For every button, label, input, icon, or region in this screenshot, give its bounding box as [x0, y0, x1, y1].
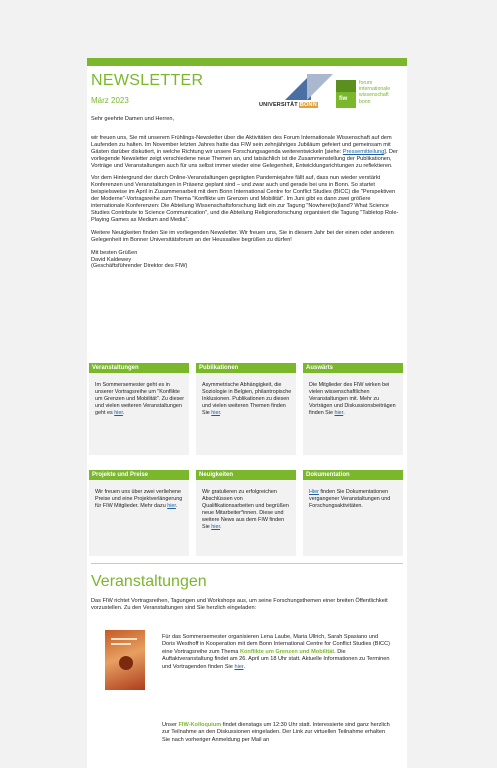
- fiw-logo-text: forum internationale wissenschaft bonn: [359, 80, 391, 105]
- box-link[interactable]: hier: [334, 410, 344, 416]
- event-highlight: Konflikte um Grenzen und Mobilität: [239, 648, 335, 655]
- events-section-title: Veranstaltungen: [91, 573, 207, 590]
- university-logo-mark-icon: [285, 74, 333, 102]
- event-link[interactable]: hier: [234, 663, 244, 670]
- box-link[interactable]: hier: [211, 410, 220, 416]
- top-accent-bar: [87, 58, 407, 66]
- letter-paragraph-1: wir freuen uns, Sie mit unserem Frühlings-Newsletter über die Aktivitäten des Forum Internationale Wissenschaft auf dem Laufenden zu halten. Im November letzten Jahres hatte das FIW sein zehnjähriges Jubiläum gefeiert und gemeinsam mit Gästen darüber diskutiert, in welche Richtung wir unsere Forschungsagenda weiterentwickeln [siehe: Pressemitteilung]. Der vorliegende Newsletter zeigt verschiedene neue Themen an, und tatsächlich ist die Zusammenstellung der Publikationen, Vorträge und Veranstaltungen auch für uns selbst immer wieder eine Gelegenheit, Entwicklungsrichtungen zu reflektieren.: [91, 134, 398, 169]
- fiw-logo[interactable]: [336, 80, 356, 108]
- box-title: Dokumentation: [303, 470, 403, 480]
- colloquium-highlight: FIW-Kolloquium: [178, 722, 222, 728]
- university-bonn-logo[interactable]: [253, 74, 333, 110]
- event-poster-image[interactable]: [105, 630, 145, 690]
- signer-name: David Kaldewey: [91, 256, 132, 263]
- newsletter-header: [87, 66, 407, 116]
- box-dokumentation: Dokumentation Hier finden Sie Dokumentationen vergangener Veranstaltungen und Forschungsaktivitäten.: [303, 470, 403, 556]
- letter-paragraph-3: Weitere Neuigkeiten finden Sie im vorliegenden Newsletter. Wir freuen uns, Sie in diesem Jahr bei der einen oder anderen Gelegenheit im Bonner Universitätsforum an der Heussallee begrüßen zu dürfen!: [91, 229, 394, 243]
- section-divider: [91, 563, 403, 564]
- fiw-logo-mark-icon: [336, 80, 356, 92]
- box-link[interactable]: Hier: [309, 489, 319, 495]
- closing: Mit besten Grüßen: [91, 249, 138, 256]
- box-title: Auswärts: [303, 363, 403, 373]
- event-description: Für das Sommersemester organisieren Lena Laube, Maria Ullrich, Sarah Spasiano und Doris Westhoff in Kooperation mit dem Bonn International Centre for Conflict Studies (BICC) eine Vortragsreihe zum Thema Konflikte um Grenzen und Mobilität. Die Auftaktveranstaltung findet am 26. April um 18 Uhr statt. Aktuelle Informationen zu Terminen und Vortragenden finden Sie hier.: [162, 634, 390, 670]
- box-title: Veranstaltungen: [89, 363, 189, 373]
- box-title: Projekte und Preise: [89, 470, 189, 480]
- newsletter-date: März 2023: [91, 96, 129, 105]
- uni-city: BONN: [299, 102, 317, 108]
- box-title: Neuigkeiten: [196, 470, 296, 480]
- event-colloquium: Unser FIW-Kolloquium findet dienstags um 12:30 Uhr statt. Interessierte sind ganz herzlich zur Teilnahme an den Diskussionen eingeladen. Der Link zur virtuellen Teilnahme erhalten Sie nach vorheriger Anmeldung per Mail an: [162, 722, 390, 743]
- box-link[interactable]: hier: [211, 524, 220, 530]
- box-title: Publikationen: [196, 363, 296, 373]
- box-projekte-und-preise: Projekte und Preise Wir freuen uns über zwei verliehene Preise und eine Projektverlängerung für FIW Mitglieder. Mehr dazu hier.: [89, 470, 189, 556]
- press-release-link[interactable]: Pressemitteilung: [342, 148, 385, 155]
- events-intro: Das FIW richtet Vortragsreihen, Tagungen und Workshops aus, um seine Forschungsthemen einer breiten Öffentlichkeit vorzustellen. Zu den Veranstaltungen sind Sie herzlich eingeladen:: [91, 598, 388, 611]
- signer-role: (Geschäftsführender Direktor des FIW): [91, 263, 188, 270]
- greeting: Sehr geehrte Damen und Herren,: [91, 116, 175, 122]
- box-link[interactable]: hier: [167, 503, 176, 509]
- box-link[interactable]: hier: [114, 410, 123, 416]
- letter-body: [87, 116, 407, 270]
- box-auswaerts: Auswärts Die Mitglieder des FIW wirken bei vielen wissenschaftlichen Veranstaltungen mit. Mehr zu Vorträgen und Diskussionsbeiträgen finden Sie hier.: [303, 363, 403, 455]
- box-veranstaltungen: Veranstaltungen Im Sommersemester geht es in unserer Vortragsreihe um "Konflikte um Grenzen und Mobilität". Zu dieser und vielen weiteren Veranstaltungen geht es hier.: [89, 363, 189, 455]
- fiw-letters: fiw: [339, 96, 348, 102]
- newsletter-page: [87, 58, 407, 768]
- letter-paragraph-2: Vor dem Hintergrund der durch Online-Veranstaltungen geprägten Pandemiejahre fällt auf, dass nun wieder verstärkt Konferenzen und Veranstaltungen in Präsenz geplant sind – und zwar auch und gerade bei uns in Bonn. So startet beispielsweise im April in Zusammenarbeit mit dem Bonn International Centre for Conflict Studies (BICC) die "Perspektiven der Moderne"-Vortragsreihe zum Thema "Konflikte um Grenzen und Mobilität". Im Juni gibt es dann zwei größere internationale Konferenzen: Die Abteilung Wissenschaftsforschung lädt ein zur Tagung "Nowhere(to)land? What Science Studies Contribute to Science Communication", und die Abteilung Religionsforschung organisiert die Tagung "Tabletop Role-Playing Games as Medium and Media".: [91, 175, 399, 223]
- logos: [253, 68, 403, 112]
- box-publikationen: Publikationen Asymmetrische Abhängigkeit, die Soziologie in Belgien, philantropische Inklusionen. Publikationen zu diesen und vielen weiteren Themen finden Sie hier.: [196, 363, 296, 455]
- box-neuigkeiten: Neuigkeiten Wir gratulieren zu erfolgreichen Abschlüssen von Qualifikationsarbeiten und begrüßen neue Mitarbeiter*innen. Diese und weitere News aus dem FIW finden Sie hier.: [196, 470, 296, 556]
- newsletter-title: NEWSLETTER: [91, 72, 204, 89]
- uni-name: UNIVERSITÄT: [259, 102, 298, 108]
